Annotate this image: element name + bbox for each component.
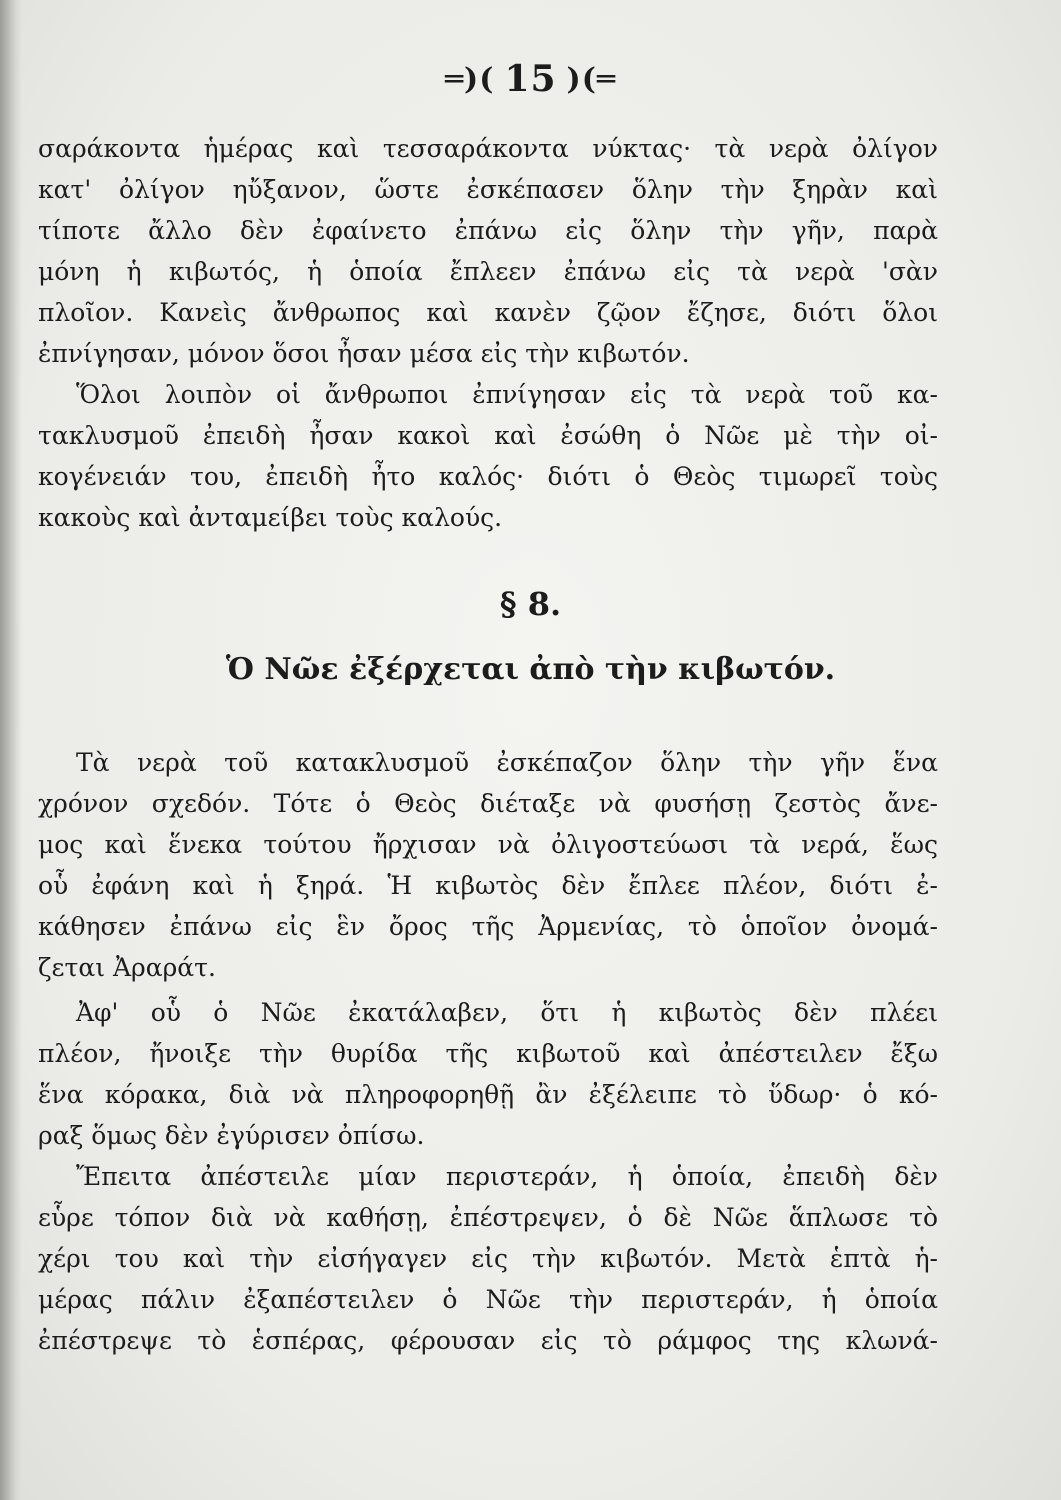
text-line: κογένειάν του, ἐπειδὴ ἦτο καλός· διότι ὁ Θεὸς τιμωρεῖ τοὺς xyxy=(38,462,938,491)
text-line: τίποτε ἄλλο δὲν ἐφαίνετο ἐπάνω εἰς ὅλην τὴν γῆν, παρὰ xyxy=(38,216,938,245)
page-number: 15 xyxy=(504,58,557,100)
text-line: ραξ ὅμως δὲν ἐγύρισεν ὀπίσω. xyxy=(38,1121,425,1150)
text-line: Ὅλοι λοιπὸν οἱ ἄνθρωποι ἐπνίγησαν εἰς τὰ νερὰ τοῦ κα- xyxy=(76,380,938,409)
paragraph-2 xyxy=(38,374,938,538)
text-line: μος καὶ ἕνεκα τούτου ἤρχισαν νὰ ὀλιγοστεύωσι τὰ νερά, ἕως xyxy=(38,830,938,859)
text-line: ζεται Ἀραράτ. xyxy=(38,953,216,982)
text-line: οὗ ἐφάνη καὶ ἡ ξηρά. Ἡ κιβωτὸς δὲν ἔπλεε πλέον, διότι ἐ- xyxy=(38,871,938,900)
header-ornament-right: )(═ xyxy=(566,61,616,97)
text-line: Ἔπειτα ἀπέστειλε μίαν περιστεράν, ἡ ὁποία, ἐπειδὴ δὲν xyxy=(76,1162,938,1191)
text-line: κάθησεν ἐπάνω εἰς ἓν ὄρος τῆς Ἀρμενίας, τὸ ὁποῖον ὀνομά- xyxy=(38,912,938,941)
text-line: Τὰ νερὰ τοῦ κατακλυσμοῦ ἐσκέπαζον ὅλην τὴν γῆν ἕνα xyxy=(76,748,938,777)
text-line: τακλυσμοῦ ἐπειδὴ ἦσαν κακοὶ καὶ ἐσώθη ὁ Νῶε μὲ τὴν οἰ- xyxy=(38,421,938,450)
text-line: χέρι του καὶ τὴν εἰσήγαγεν εἰς τὴν κιβωτόν. Μετὰ ἑπτὰ ἡ- xyxy=(38,1244,938,1273)
text-line: μόνη ἡ κιβωτός, ἡ ὁποία ἔπλεεν ἐπάνω εἰς τὰ νερὰ 'σὰν xyxy=(38,257,938,286)
header-ornament-left: ═)( xyxy=(444,61,495,97)
text-line: πλοῖον. Κανεὶς ἄνθρωπος καὶ κανὲν ζῷον ἔζησε, διότι ὅλοι xyxy=(38,298,938,327)
paragraph-1 xyxy=(38,128,938,374)
section-title: Ὁ Νῶε ἐξέρχεται ἀπὸ τὴν κιβωτόν. xyxy=(225,652,836,687)
text-line: μέρας πάλιν ἐξαπέστειλεν ὁ Νῶε τὴν περιστεράν, ἡ ὁποία xyxy=(38,1285,938,1314)
text-line: κατ' ὀλίγον ηὔξανον, ὥστε ἐσκέπασεν ὅλην τὴν ξηρὰν καὶ xyxy=(38,175,938,204)
paragraph-5 xyxy=(38,1156,938,1361)
text-line: χρόνον σχεδόν. Τότε ὁ Θεὸς διέταξε νὰ φυσήσῃ ζεστὸς ἄνε- xyxy=(38,789,938,818)
paragraph-3 xyxy=(38,742,938,988)
section-number: § 8. xyxy=(499,585,562,623)
binding-edge xyxy=(0,0,22,1500)
text-line: πλέον, ἤνοιξε τὴν θυρίδα τῆς κιβωτοῦ καὶ ἀπέστειλεν ἔξω xyxy=(38,1039,938,1068)
text-line: ἐπέστρεψε τὸ ἑσπέρας, φέρουσαν εἰς τὸ ράμφος της κλωνά- xyxy=(38,1326,938,1355)
paragraph-4 xyxy=(38,992,938,1156)
page-header xyxy=(0,55,1061,100)
text-line: ἕνα κόρακα, διὰ νὰ πληροφορηθῇ ἂν ἐξέλειπε τὸ ὕδωρ· ὁ κό- xyxy=(38,1080,938,1109)
text-line: κακοὺς καὶ ἀνταμείβει τοὺς καλούς. xyxy=(38,503,503,532)
text-line: Ἀφ' οὗ ὁ Νῶε ἐκατάλαβεν, ὅτι ἡ κιβωτὸς δὲν πλέει xyxy=(76,998,938,1027)
text-line: ἐπνίγησαν, μόνον ὅσοι ἦσαν μέσα εἰς τὴν κιβωτόν. xyxy=(38,339,690,368)
text-line: εὗρε τόπον διὰ νὰ καθήσῃ, ἐπέστρεψεν, ὁ δὲ Νῶε ἅπλωσε τὸ xyxy=(38,1203,938,1232)
text-line: σαράκοντα ἡμέρας καὶ τεσσαράκοντα νύκτας· τὰ νερὰ ὀλίγον xyxy=(38,134,938,163)
